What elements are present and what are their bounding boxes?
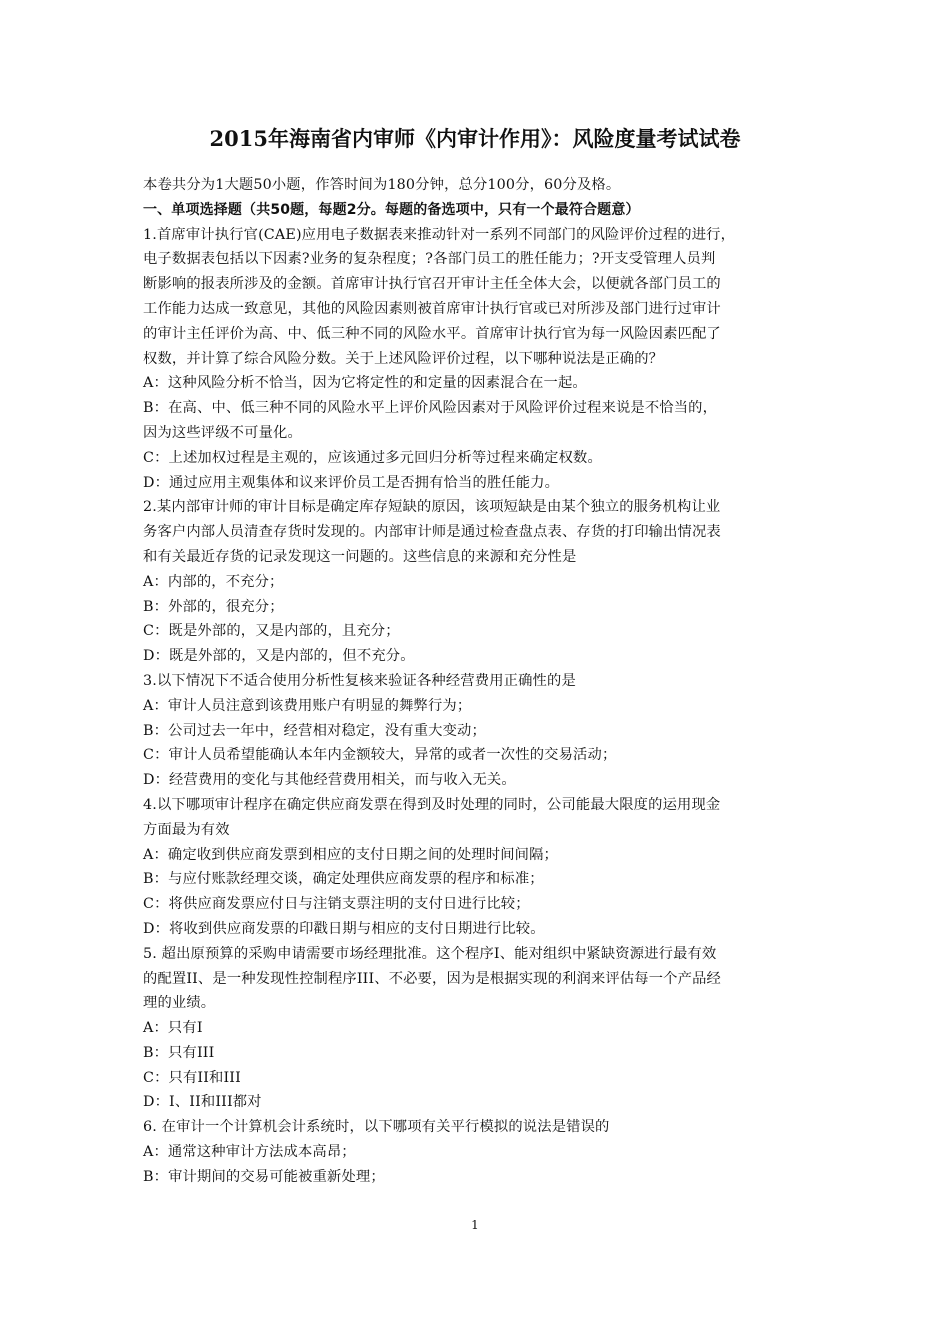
answer-option-line: B：在高、中、低三种不同的风险水平上评价风险因素对于风险评价过程来说是不恰当的， bbox=[143, 400, 718, 417]
question-stem-line: 权数，并计算了综合风险分数。关于上述风险评价过程，以下哪种说法是正确的？ bbox=[143, 350, 664, 367]
answer-option-line: B：公司过去一年中，经营相对稳定，没有重大变动； bbox=[143, 722, 486, 739]
answer-option-line: C：上述加权过程是主观的，应该通过多元回归分析等过程来确定权数。 bbox=[143, 449, 602, 466]
question-stem-line: 6. 在审计一个计算机会计系统时，以下哪项有关平行模拟的说法是错误的 bbox=[143, 1119, 610, 1136]
answer-option-line: B：外部的，很充分； bbox=[143, 598, 284, 615]
document-body bbox=[143, 173, 813, 1190]
question-stem-line: 务客户内部人员清查存货时发现的。内部审计师是通过检查盘点表、存货的打印输出情况表 bbox=[143, 524, 721, 541]
answer-option-line: C：只有II和III bbox=[143, 1069, 241, 1086]
section-heading: 一、单项选择题（共50题，每题2分。每题的备选项中，只有一个最符合题意） bbox=[143, 201, 640, 218]
question-stem-line: 和有关最近存货的记录发现这一问题的。这些信息的来源和充分性是 bbox=[143, 548, 577, 565]
question-list bbox=[143, 223, 813, 1190]
answer-option-line: 因为这些评级不可量化。 bbox=[143, 424, 302, 441]
answer-option-line: A：审计人员注意到该费用账户有明显的舞弊行为； bbox=[143, 697, 472, 714]
question-stem-line: 工作能力达成一致意见，其他的风险因素则被首席审计执行官或已对所涉及部门进行过审计 bbox=[143, 300, 721, 317]
question-stem-line: 断影响的报表所涉及的金额。首席审计执行官召开审计主任全体大会，以便就各部门员工的 bbox=[143, 276, 721, 293]
answer-option-line: C：将供应商发票应付日与注销支票注明的支付日进行比较； bbox=[143, 896, 530, 913]
exam-intro: 本卷共分为1大题50小题，作答时间为180分钟，总分100分，60分及格。 bbox=[143, 177, 621, 193]
answer-option-line: D：I、II和III都对 bbox=[143, 1094, 262, 1111]
answer-option-line: B：只有III bbox=[143, 1044, 215, 1061]
answer-option-line: D：既是外部的，又是内部的，但不充分。 bbox=[143, 648, 415, 665]
question-stem-line: 3.以下情况下不适合使用分析性复核来验证各种经营费用正确性的是 bbox=[143, 672, 576, 689]
question-stem-line: 的审计主任评价为高、中、低三种不同的风险水平。首席审计执行官为每一风险因素匹配了 bbox=[143, 325, 721, 342]
answer-option-line: A：这种风险分析不恰当，因为它将定性的和定量的因素混合在一起。 bbox=[143, 375, 587, 392]
answer-option-line: C：既是外部的，又是内部的，且充分； bbox=[143, 623, 400, 640]
answer-option-line: C：审计人员希望能确认本年内金额较大，异常的或者一次性的交易活动； bbox=[143, 747, 617, 764]
question-stem-line: 电子数据表包括以下因素?业务的复杂程度；?各部门员工的胜任能力；?开支受管理人员判 bbox=[143, 251, 716, 268]
answer-option-line: B：与应付账款经理交谈，确定处理供应商发票的程序和标准； bbox=[143, 871, 544, 888]
question-stem-line: 理的业绩。 bbox=[143, 995, 216, 1012]
page-number: 1 bbox=[471, 1218, 479, 1232]
answer-option-line: D：通过应用主观集体和议来评价员工是否拥有恰当的胜任能力。 bbox=[143, 474, 560, 491]
question-stem-line: 5. 超出原预算的采购申请需要市场经理批准。这个程序I、能对组织中紧缺资源进行最有效 bbox=[143, 945, 717, 962]
answer-option-line: A：通常这种审计方法成本高昂； bbox=[143, 1144, 356, 1161]
answer-option-line: A：确定收到供应商发票到相应的支付日期之间的处理时间间隔； bbox=[143, 846, 558, 863]
question-block bbox=[143, 942, 813, 1116]
answer-option-line: D：将收到供应商发票的印戳日期与相应的支付日期进行比较。 bbox=[143, 920, 545, 937]
document-title: 2015年海南省内审师《内审计作用》：风险度量考试试卷 bbox=[209, 126, 741, 151]
answer-option-line: D：经营费用的变化与其他经营费用相关，而与收入无关。 bbox=[143, 772, 516, 789]
answer-option-line: A：内部的，不充分； bbox=[143, 573, 284, 590]
question-block bbox=[143, 669, 813, 793]
question-stem-line: 4.以下哪项审计程序在确定供应商发票在得到及时处理的同时，公司能最大限度的运用现金 bbox=[143, 796, 721, 813]
question-block bbox=[143, 793, 813, 942]
question-block bbox=[143, 1115, 813, 1189]
question-block bbox=[143, 495, 813, 669]
answer-option-line: B：审计期间的交易可能被重新处理； bbox=[143, 1168, 385, 1185]
question-stem-line: 1.首席审计执行官(CAE)应用电子数据表来推动针对一系列不同部门的风险评价过程的进行， bbox=[143, 226, 736, 243]
question-stem-line: 的配置II、是一种发现性控制程序III、不必要，因为是根据实现的利润来评估每一个产品经 bbox=[143, 970, 721, 987]
question-stem-line: 方面最为有效 bbox=[143, 821, 230, 838]
question-block bbox=[143, 223, 813, 496]
question-stem-line: 2.某内部审计师的审计目标是确定库存短缺的原因，该项短缺是由某个独立的服务机构让业 bbox=[143, 499, 721, 516]
answer-option-line: A：只有I bbox=[143, 1020, 203, 1037]
